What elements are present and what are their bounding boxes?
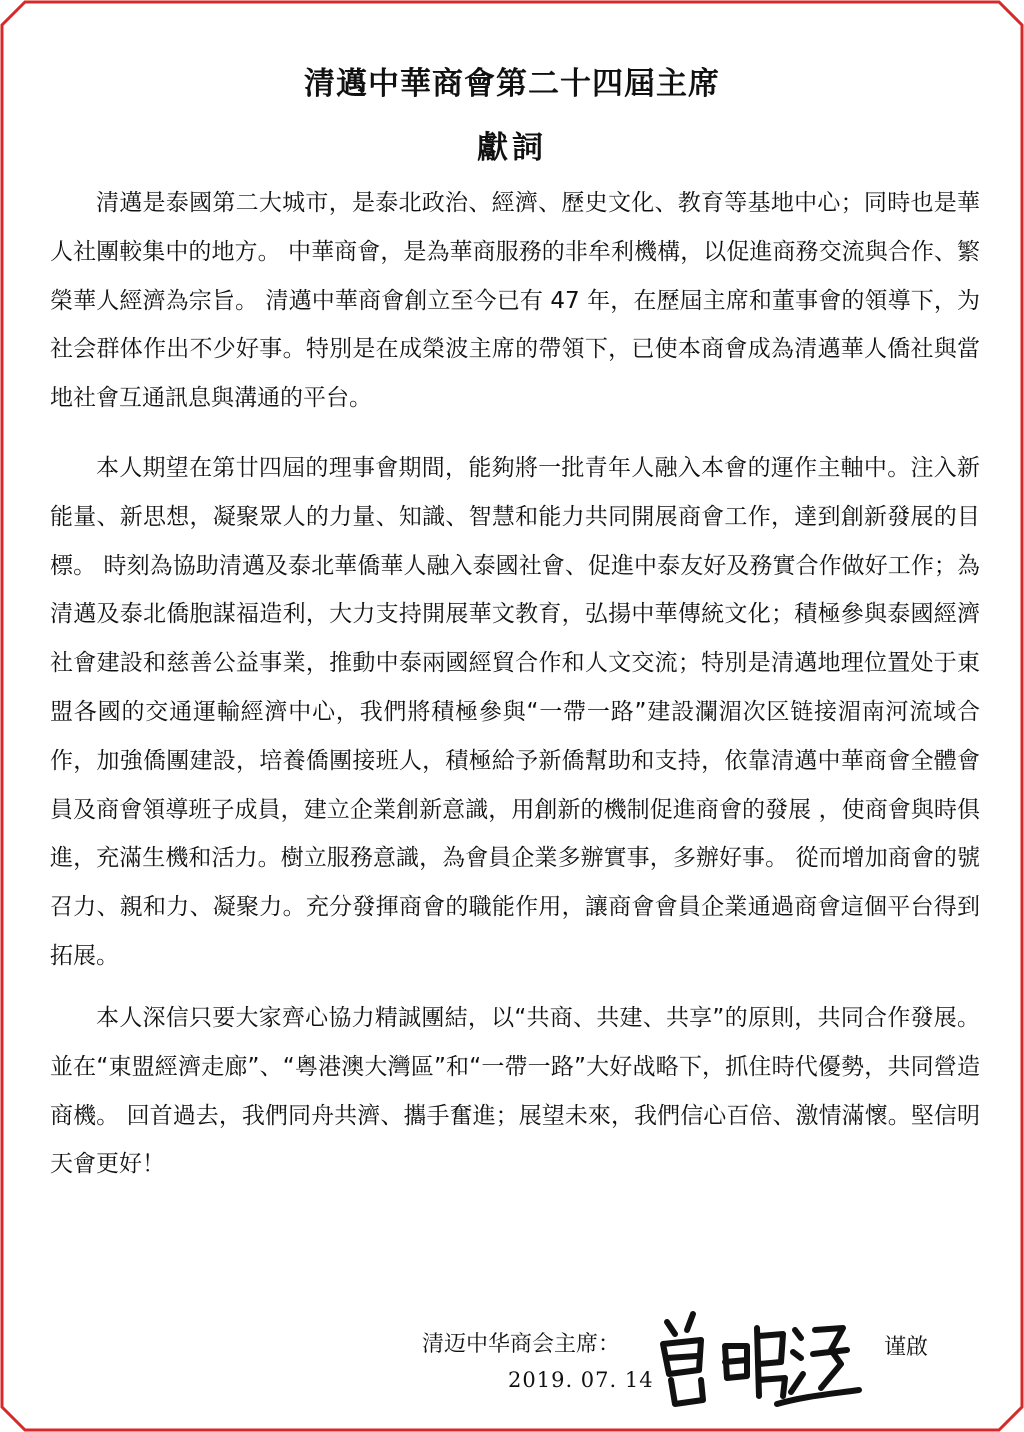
document-subtitle: 獻詞 xyxy=(477,130,547,166)
document-title: 清邁中華商會第二十四屆主席 xyxy=(304,66,720,102)
signature-label: 清迈中华商会主席： xyxy=(422,1332,621,1357)
paragraph-3: 本人深信只要大家齊心協力精誠團結，以“共商、共建、共享”的原則，共同合作發展。並在“東盟經濟走廊”、“粵港澳大灣區”和“一帶一路”大好战略下，抓住時代優勢，共同營造商機。 回首過去，我們同舟共濟、攜手奮進；展望未來，我們信心百倍、激情滿懷。堅信明天會更好！ xyxy=(50,1005,980,1178)
paragraph-2: 本人期望在第廿四屆的理事會期間，能夠將一批青年人融入本會的運作主軸中。注入新能量、新思想，凝聚眾人的力量、知識、智慧和能力共同開展商會工作，達到創新發展的目標。 時刻為協助清邁及泰北華僑華人融入泰國社會、促進中泰友好及務實合作做好工作；為清邁及泰北僑胞謀福造利，大力支持開展華文教育，弘揚中華傳統文化；積極參與泰國經濟社會建設和慈善公益事業，推動中泰兩國經貿合作和人文交流；特別是清邁地理位置处于東盟各國的交通運輸經濟中心，我們將積極參與“一帶一路”建設瀾湄次区链接湄南河流域合作，加強僑團建設，培養僑團接班人，積極給予新僑幫助和支持，依靠清邁中華商會全體會員及商會領導班子成員，建立企業創新意識，用創新的機制促進商會的發展 ，使商會與時俱進，充滿生機和活力。樹立服務意識，為會員企業多辦實事，多辦好事。 從而增加商會的號召力、親和力、凝聚力。充分發揮商會的職能作用，讓商會會員企業通過商會這個平台得到拓展。 xyxy=(50,455,980,969)
signature-closing: 谨啟 xyxy=(884,1335,929,1360)
handwritten-signature xyxy=(655,1300,865,1420)
paragraph-1: 清邁是泰國第二大城市，是泰北政治、經濟、歷史文化、教育等基地中心；同時也是華人社團較集中的地方。 中華商會，是為華商服務的非牟利機構，以促進商務交流與合作、繁榮華人經濟為宗旨。 清邁中華商會創立至今已有 47 年，在歷屆主席和董事會的領導下，为社会群体作出不少好事。特別是在成榮波主席的帶領下，已使本商會成為清邁華人僑社與當地社會互通訊息與溝通的平台。 xyxy=(50,190,980,412)
signature-date: 2019. 07. 14 xyxy=(508,1368,654,1392)
